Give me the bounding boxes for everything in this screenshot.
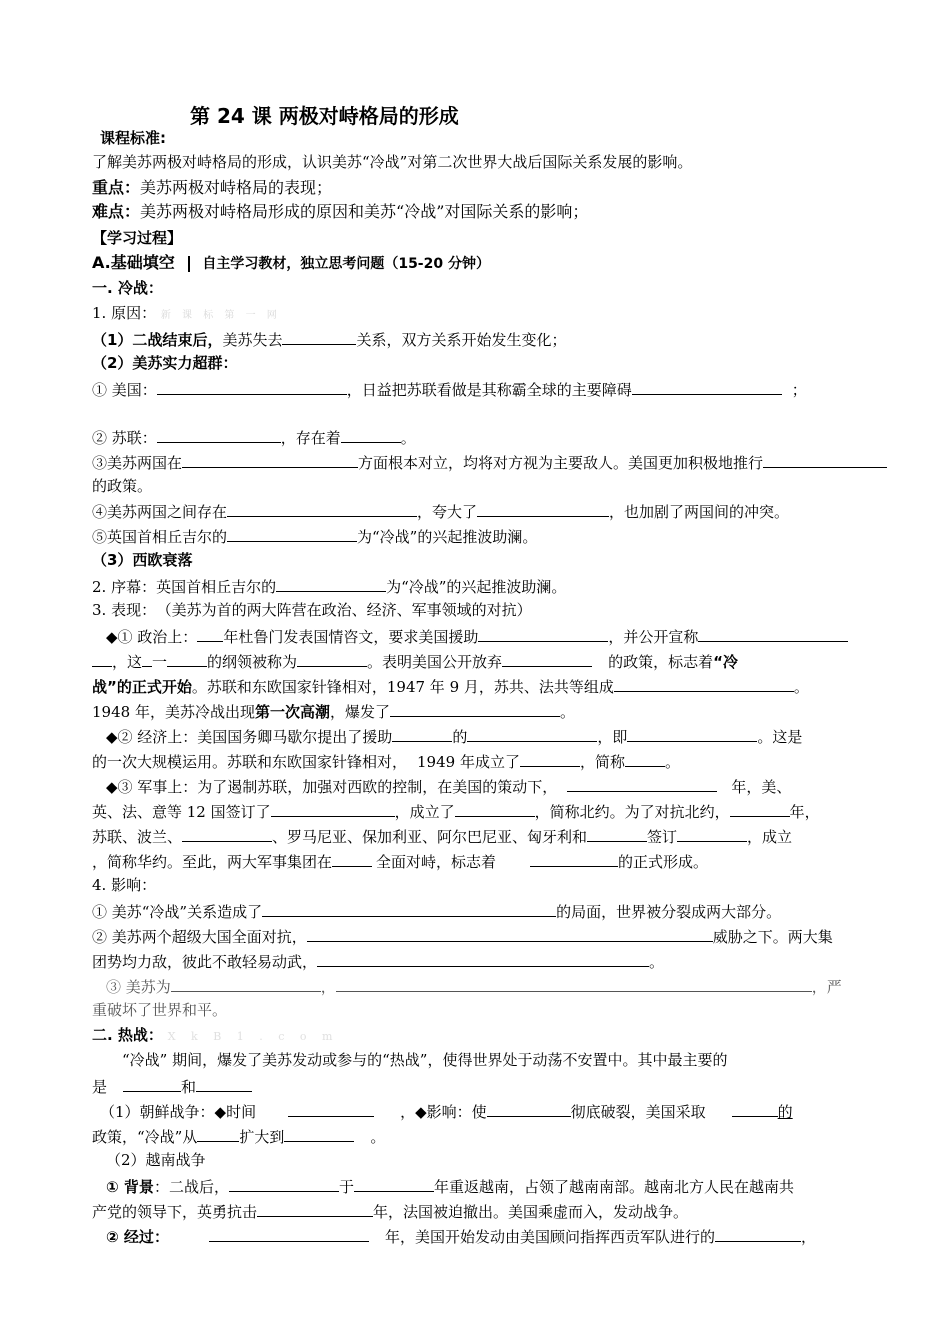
blank-field[interactable] xyxy=(478,625,608,642)
blank-field[interactable] xyxy=(625,750,665,767)
blank-field[interactable] xyxy=(677,825,747,842)
line-33: （2）越南战争 xyxy=(106,1151,206,1169)
reason-label: 1. 原因： xyxy=(92,304,157,322)
blank-field[interactable] xyxy=(763,451,887,468)
section-a-instruction: 自主学习教材，独立思考问题（15-20 分钟） xyxy=(202,256,490,272)
blank-field[interactable] xyxy=(196,1075,252,1092)
line-15: 战”的正式开始。苏联和东欧国家针锋相对，1947 年 9 月，苏共、法共等组成 。 xyxy=(92,675,809,697)
blank-field[interactable] xyxy=(123,1075,181,1092)
difficult-point xyxy=(92,202,588,222)
blank-field[interactable] xyxy=(227,525,357,542)
line-5: ② 苏联： ，存在着 。 xyxy=(92,426,416,448)
blank-field[interactable] xyxy=(392,725,452,742)
line-14: ，这 一 的纲领被称为 。表明美国公开放弃 的政策，标志着“冷 xyxy=(92,650,738,672)
blank-field[interactable] xyxy=(276,575,386,592)
blank-field[interactable] xyxy=(467,725,597,742)
blank-field[interactable] xyxy=(262,900,556,917)
blank-field[interactable] xyxy=(167,650,207,667)
blank-field[interactable] xyxy=(288,1100,374,1117)
line-30: 是 和 xyxy=(92,1075,252,1097)
blank-field[interactable] xyxy=(614,675,794,692)
blank-field[interactable] xyxy=(390,700,560,717)
blank-field[interactable] xyxy=(730,800,790,817)
watermark-text: X k B 1 . c o m xyxy=(167,1030,339,1043)
blank-field[interactable] xyxy=(282,328,356,345)
line-11: 2. 序幕：英国首相丘吉尔的 为“冷战”的兴起推波助澜。 xyxy=(92,575,566,597)
line-36: ② 经过： 年，美国开始发动由美国顾问指挥西贡军队进行的 ， xyxy=(106,1225,816,1247)
blank-field[interactable] xyxy=(171,975,321,992)
line-17: ◆② 经济上：美国国务卿马歇尔提出了援助 的 ，即 。这是 xyxy=(106,725,802,747)
line-2: （1）二战结束后，美苏失去 关系，双方关系开始发生变化； xyxy=(92,328,566,350)
process-label: 【学习过程】 xyxy=(92,229,183,247)
blank-field[interactable] xyxy=(209,1225,369,1242)
line-22: ，简称华约。至此，两大军事集团在 全面对峙，标志着 的正式形成。 xyxy=(92,850,708,872)
section-cold-war-heading: 一. 冷战： xyxy=(92,279,163,297)
line-13: ◆① 政治上： 年杜鲁门发表国情咨文，要求美国援助 ，并公开宣称 xyxy=(106,625,848,647)
blank-field[interactable] xyxy=(182,451,358,468)
line-29: “冷战” 期间，爆发了美苏发动或参与的“热战”，使得世界处于动荡不安置中。其中最主要的 xyxy=(122,1051,728,1069)
reason-line xyxy=(92,303,281,326)
line-8: ④美苏两国之间存在 ，夸大了 ，也加剧了两国间的冲突。 xyxy=(92,500,789,522)
blank-field[interactable] xyxy=(354,1175,434,1192)
section-a-label: A.基础填空 xyxy=(92,253,175,272)
line-9: ⑤英国首相丘吉尔的 为“冷战”的兴起推波助澜。 xyxy=(92,525,537,547)
line-7: 的政策。 xyxy=(92,477,153,495)
blank-field[interactable] xyxy=(297,650,367,667)
line-32: 政策，“冷战”从 扩大到 。 xyxy=(92,1125,385,1147)
key-point-text: 美苏两极对峙格局的表现； xyxy=(140,178,333,197)
page-title: 第 24 课 两极对峙格局的形成 xyxy=(190,104,459,128)
line-18: 的一次大规模运用。苏联和东欧国家针锋相对， 1949 年成立了 ，简称 。 xyxy=(92,750,680,772)
blank-field[interactable] xyxy=(698,625,848,642)
blank-field[interactable] xyxy=(632,378,782,395)
blank-field[interactable] xyxy=(341,426,401,443)
line-34: ① 背景：二战后， 于 年重返越南，占领了越南南部。越南北方人民在越南共 xyxy=(106,1175,794,1197)
blank-field[interactable] xyxy=(197,1125,239,1142)
line-4: ① 美国： ，日益把苏联看做是其称霸全球的主要障碍 ； xyxy=(92,378,807,400)
line-25: ② 美苏两个超级大国全面对抗， 威胁之下。两大集 xyxy=(92,925,833,947)
line-3: （2）美苏实力超群： xyxy=(92,354,238,372)
blank-field[interactable] xyxy=(157,426,281,443)
blank-field[interactable] xyxy=(455,800,535,817)
blank-field[interactable] xyxy=(715,1225,801,1242)
section-divider xyxy=(188,256,190,272)
blank-field[interactable] xyxy=(271,800,395,817)
line-31: （1）朝鲜战争：◆时间 ，◆影响：使 彻底破裂，美国采取 的 xyxy=(100,1100,793,1122)
blank-field[interactable] xyxy=(317,950,649,967)
line-16: 1948 年，美苏冷战出现第一次高潮，爆发了 。 xyxy=(92,700,575,722)
line-20: 英、法、意等 12 国签订了 ，成立了 ，简称北约。为了对抗北约， 年， xyxy=(92,800,820,822)
blank-field[interactable] xyxy=(627,725,757,742)
blank-field[interactable] xyxy=(257,1200,373,1217)
blank-field[interactable] xyxy=(502,650,592,667)
blank-field[interactable] xyxy=(227,500,417,517)
blank-field[interactable] xyxy=(307,925,713,942)
blank-field[interactable] xyxy=(477,500,609,517)
line-21: 苏联、波兰、 、罗马尼亚、保加利亚、阿尔巴尼亚、匈牙利和 签订 ，成立 xyxy=(92,825,792,847)
line-6: ③美苏两国在 方面根本对立，均将对方视为主要敌人。美国更加积极地推行 xyxy=(92,451,887,473)
key-point xyxy=(92,178,332,198)
blank-field[interactable] xyxy=(732,1100,778,1117)
line-19: ◆③ 军事上：为了遏制苏联，加强对西欧的控制，在美国的策动下， 年，美、 xyxy=(106,775,791,797)
course-standard-label: 课程标准: xyxy=(100,129,166,147)
blank-field[interactable] xyxy=(229,1175,339,1192)
line-26: 团势均力敌，彼此不敢轻易动武， 。 xyxy=(92,950,664,972)
blank-field[interactable] xyxy=(92,650,112,667)
difficult-point-label: 难点： xyxy=(92,202,141,221)
blank-field[interactable] xyxy=(487,1100,571,1117)
section-a-heading xyxy=(92,253,490,274)
blank-field[interactable] xyxy=(520,750,580,767)
line-12: 3. 表现： （美苏为首的两大阵营在政治、经济、军事领域的对抗） xyxy=(92,601,532,619)
blank-field[interactable] xyxy=(336,975,812,992)
blank-field[interactable] xyxy=(142,650,152,667)
watermark-text: 新 课 标 第 一 网 xyxy=(160,310,281,321)
blank-field[interactable] xyxy=(284,1125,354,1142)
line-35: 产党的领导下，英勇抗击 年，法国被迫撤出。美国乘虚而入，发动战争。 xyxy=(92,1200,688,1222)
line-24: ① 美苏“冷战”关系造成了 的局面，世界被分裂成两大部分。 xyxy=(92,900,781,922)
line-27: ③ 美苏为 ， ，严 xyxy=(106,975,842,997)
section-hot-war-heading: 二. 热战： X k B 1 . c o m xyxy=(92,1026,339,1044)
blank-field[interactable] xyxy=(567,775,717,792)
blank-field[interactable] xyxy=(332,850,372,867)
key-point-label: 重点： xyxy=(92,178,141,197)
line-28: 重破坏了世界和平。 xyxy=(92,1001,228,1019)
course-standard-text: 了解美苏两极对峙格局的形成，认识美苏“冷战”对第二次世界大战后国际关系发展的影响。 xyxy=(92,153,693,171)
blank-field[interactable] xyxy=(530,850,618,867)
blank-field[interactable] xyxy=(587,825,647,842)
line-23: 4. 影响： xyxy=(92,876,157,894)
difficult-point-text: 美苏两极对峙格局形成的原因和美苏“冷战”对国际关系的影响； xyxy=(140,202,589,221)
blank-field[interactable] xyxy=(157,378,347,395)
line-10: （3）西欧衰落 xyxy=(92,551,193,569)
blank-field[interactable] xyxy=(182,825,272,842)
blank-field[interactable] xyxy=(197,625,223,642)
